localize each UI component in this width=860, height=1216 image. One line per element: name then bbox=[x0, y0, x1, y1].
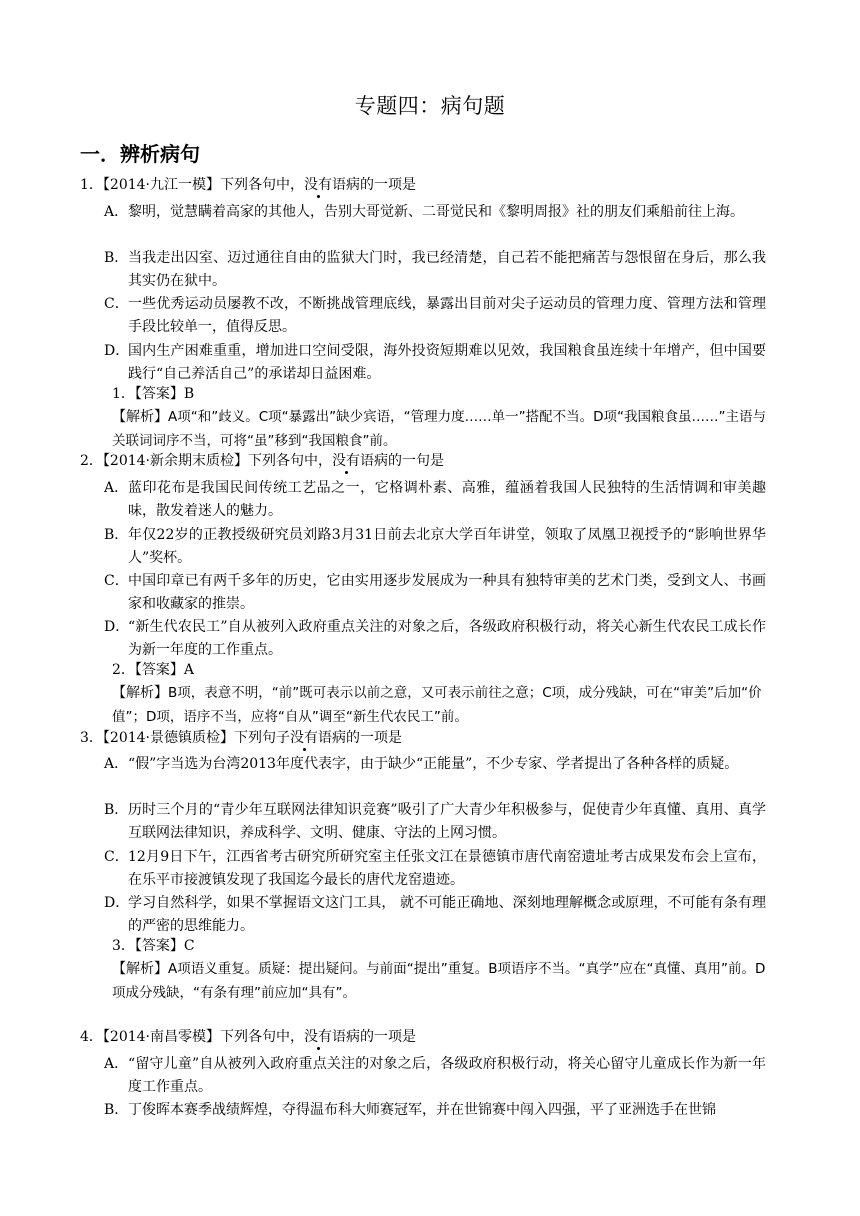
option-b: B． 年仅22岁的正教授级研究员刘路3月31日前去北京大学百年讲堂，领取了凤凰卫视授予的“影响世界华人”奖杯。 bbox=[104, 527, 766, 566]
option-a: A． 黎明，觉慧瞒着高家的其他人，告别大哥觉新、二哥觉民和《黎明周报》社的朋友们乘船前往上海。 bbox=[104, 204, 744, 220]
page-title: 专题四：病句题 bbox=[354, 94, 506, 118]
explanation: 【解析】A项“和”歧义。C项“暴露出”缺少宾语，“管理力度……单一”搭配不当。D项“我国粮食虽……”主语与关联词词序不当，可将“虽”移到“我国粮食”前。 bbox=[112, 409, 767, 449]
question-2-stem: 2．【2014·新余期末质检】下列各句中，没有语病的一句是 bbox=[80, 453, 445, 469]
option-a: A． 蓝印花布是我国民间传统工艺品之一，它格调朴素、高雅，蕴涵着我国人民独特的生活情调和审美趣味，散发着迷人的魅力。 bbox=[104, 480, 766, 519]
question-source: 【2014·新余期末质检】 bbox=[102, 453, 249, 469]
answer-line: 1．【答案】B bbox=[112, 386, 195, 402]
question-source: 【2014·南昌零模】 bbox=[102, 1029, 221, 1045]
question-number: 3． bbox=[80, 730, 103, 746]
question-number: 1． bbox=[80, 177, 103, 193]
emphasis-dots: 没有 bbox=[304, 1029, 333, 1045]
question-3-stem: 3．【2014·景德镇质检】下列句子没有语病的一项是 bbox=[80, 730, 403, 746]
option-b: B． 当我走出囚室、迈过通往自由的监狱大门时，我已经清楚，自己若不能把痛苦与怨恨留在身后，那么我其实仍在狱中。 bbox=[104, 250, 766, 289]
option-a: A． “留守儿童”自从被列入政府重点关注的对象之后，各级政府积极行动，将关心留守儿童成长作为新一年度工作重点。 bbox=[104, 1056, 766, 1095]
option-c: C． 12月9日下午，江西省考古研究所研究室主任张文江在景德镇市唐代南窑遗址考古成果发布会上宣布，在乐平市接渡镇发现了我国迄今最长的唐代龙窑遗迹。 bbox=[104, 849, 766, 888]
option-d: D． 学习自然科学，如果不掌握语文这门工具， 就不可能正确地、深刻地理解概念或原理，不可能有条有理的严密的思维能力。 bbox=[104, 895, 766, 934]
question-source: 【2014·九江一模】 bbox=[102, 177, 221, 193]
question-number: 2． bbox=[80, 453, 103, 469]
answer-line: 2．【答案】A bbox=[112, 662, 195, 678]
option-a: A． “假”字当选为台湾2013年度代表字，由于缺少“正能量”，不少专家、学者提出了各种各样的质疑。 bbox=[104, 756, 739, 772]
emphasis-dots: 没有 bbox=[290, 730, 319, 746]
answer-line: 3．【答案】C bbox=[112, 938, 195, 954]
section-heading: 一．辨析病句 bbox=[80, 142, 200, 166]
option-c: C． 中国印章已有两千多年的历史，它由实用逐步发展成为一种具有独特审美的艺术门类，受到文人、书画家和收藏家的推崇。 bbox=[104, 573, 766, 612]
question-number: 4． bbox=[80, 1029, 103, 1045]
question-1-stem: 1．【2014·九江一模】下列各句中，没有语病的一项是 bbox=[80, 177, 417, 193]
explanation: 【解析】B项，表意不明，“前”既可表示以前之意，又可表示前往之意；C项，成分残缺，可在“审美”后加“价值”；D项，语序不当，应将“自从”调至“新生代农民工”前。 bbox=[112, 685, 762, 725]
emphasis-dots: 没有 bbox=[332, 453, 361, 469]
question-4-stem: 4．【2014·南昌零模】下列各句中，没有语病的一项是 bbox=[80, 1029, 417, 1045]
explanation: 【解析】A项语义重复。质疑：提出疑问。与前面“提出”重复。B项语序不当。“真学”应在“真懂、真用”前。D项成分残缺，“有条有理”前应加“具有”。 bbox=[112, 961, 766, 1001]
option-d: D． “新生代农民工”自从被列入政府重点关注的对象之后，各级政府积极行动，将关心新生代农民工成长作为新一年度的工作重点。 bbox=[104, 619, 766, 658]
option-b: B． 丁俊晖本赛季战绩辉煌，夺得温布科大师赛冠军，并在世锦赛中闯入四强，平了亚洲选手在世锦 bbox=[104, 1102, 716, 1118]
question-source: 【2014·景德镇质检】 bbox=[102, 730, 235, 746]
option-d: D． 国内生产困难重重，增加进口空间受限，海外投资短期难以见效，我国粮食虽连续十年增产，但中国要践行“自己养活自己”的承诺却日益困难。 bbox=[104, 343, 766, 382]
option-c: C． 一些优秀运动员屡教不改，不断挑战管理底线，暴露出目前对尖子运动员的管理力度、管理方法和管理手段比较单一，值得反思。 bbox=[104, 296, 766, 335]
emphasis-dots: 没有 bbox=[304, 177, 333, 193]
option-b: B． 历时三个月的“青少年互联网法律知识竞赛”吸引了广大青少年积极参与，促使青少年真懂、真用、真学互联网法律知识，养成科学、文明、健康、守法的上网习惯。 bbox=[104, 802, 766, 841]
